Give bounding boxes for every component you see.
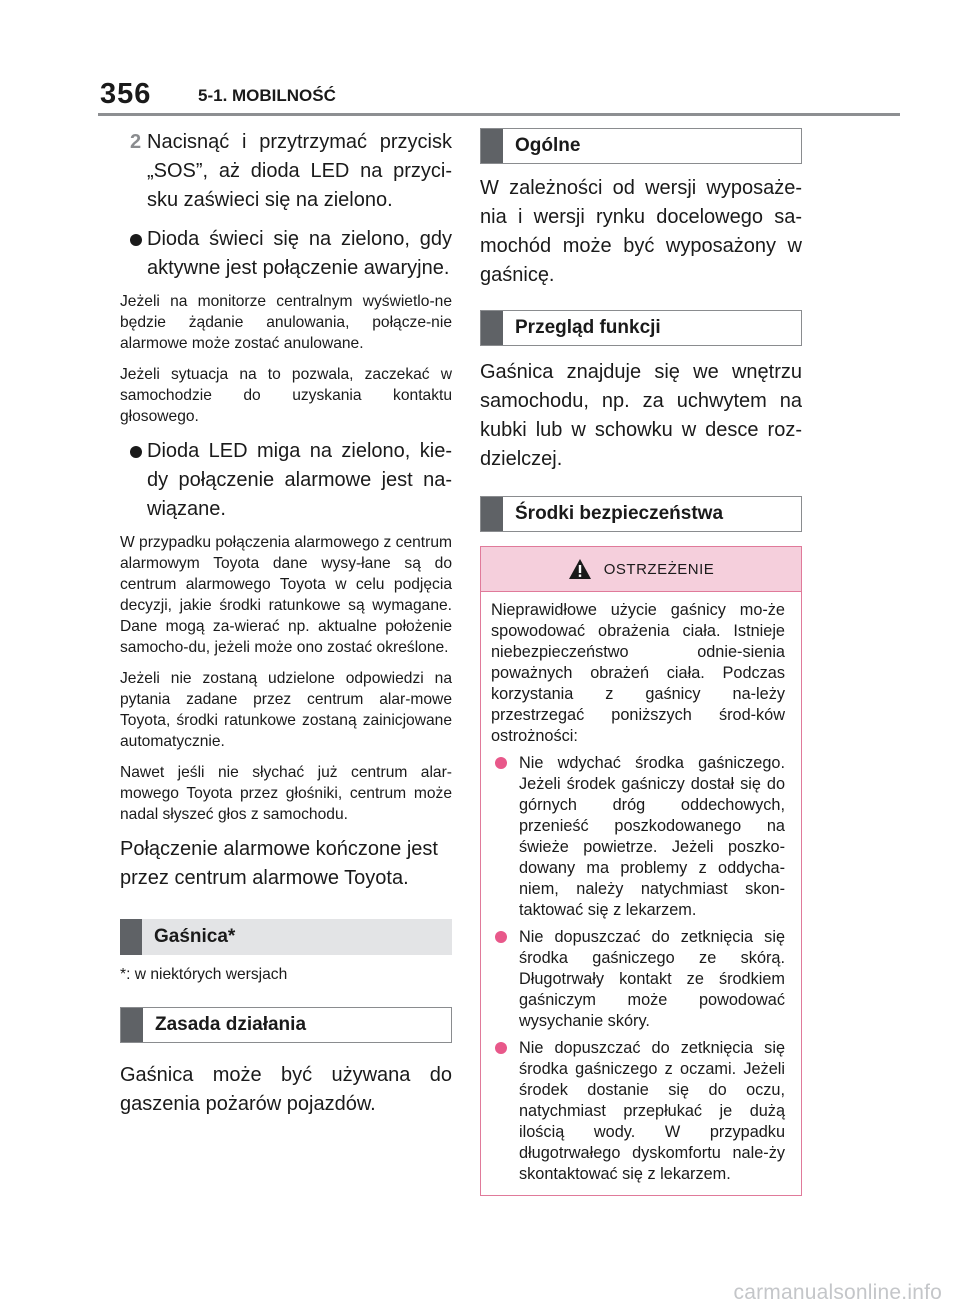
heading-label: Środki bezpieczeństwa: [515, 503, 724, 524]
bullet-icon: [495, 1042, 507, 1054]
step-2-text: Nacisnąć i przytrzymać przycisk „SOS”, aż dioda LED na przyci-sku zaświeci się na zielono.: [147, 131, 452, 211]
bullet-icon: [130, 446, 142, 458]
heading-label: Przegląd funkcji: [515, 317, 661, 338]
paragraph-general: W zależności od wersji wyposaże-nia i wersji rynku docelowego sa-mochód może być wyposażony w gaśnicę.: [480, 177, 802, 286]
footnote: *: w niektórych wersjach: [120, 966, 288, 983]
warning-header: [481, 547, 801, 592]
warning-bullet: [491, 753, 785, 921]
step-2: [120, 128, 452, 215]
paragraph-end-call: Połączenie alarmowe kończone jest przez centrum alarmowe Toyota.: [120, 838, 438, 889]
heading-gasnica: [120, 919, 452, 955]
header-rule: [98, 113, 900, 116]
heading-label: Zasada działania: [155, 1014, 307, 1035]
paragraph-location: Gaśnica znajduje się we wnętrzu samochodu, np. za uchwytem na kubki lub w schowku w desce roz-dzielczej.: [480, 361, 802, 470]
paragraph-still-hear: Nawet jeśli nie słychać już centrum alar-mowego Toyota przez głośniki, centrum może nadal słyszeć głos z samochodu.: [120, 764, 452, 823]
bullet-led-green: [120, 225, 452, 283]
watermark: carmanualsonline.info: [733, 1281, 942, 1304]
left-column: [120, 128, 452, 1119]
heading-zasada: [120, 1007, 452, 1043]
bullet-icon: [495, 757, 507, 769]
warning-triangle-icon: [568, 558, 592, 580]
warning-intro: Nieprawidłowe użycie gaśnicy mo-że spowodować obrażenia ciała. Istnieje niebezpieczeństwo odnie-sienia poważnych obrażeń ciała. Podczas korzystania z gaśnicy na-leży przestrzegać poniższych środ-ków ostrożności:: [491, 601, 785, 745]
heading-przeglad: [480, 310, 802, 346]
bullet-text: Dioda LED miga na zielono, kie-dy połączenie alarmowe jest na-wiązane.: [147, 440, 452, 520]
heading-bar: [481, 497, 503, 531]
paragraph-usage: Gaśnica może być używana do gaszenia pożarów pojazdów.: [120, 1064, 452, 1115]
warning-title: OSTRZEŻENIE: [603, 560, 715, 578]
paragraph-cancel: Jeżeli na monitorze centralnym wyświetlo-ne będzie żądanie anulowania, połącze-nie alarmowe może zostać anulowane.: [120, 293, 452, 352]
heading-label: Ogólne: [515, 135, 581, 156]
heading-bar: [121, 1008, 143, 1042]
paragraph-no-answer: Jeżeli nie zostaną udzielone odpowiedzi na pytania zadane przez centrum alar-mowe Toyota, środki ratunkowe zostaną zainicjowane automatycznie.: [120, 670, 452, 750]
warning-bullet-text: Nie dopuszczać do zetknięcia się środka gaśniczego z oczami. Jeżeli środek dostanie się do oczu, natychmiast przepłukać je dużą ilością wody. W przypadku długotrwałego dyskomfortu nale-ży skontaktować się z lekarzem.: [519, 1039, 785, 1183]
section-title: 5-1. MOBILNOŚĆ: [198, 86, 336, 105]
paragraph-wait: Jeżeli sytuacja na to pozwala, zaczekać w samochodzie do uzyskania kontaktu głosowego.: [120, 366, 452, 425]
heading-label: Gaśnica*: [154, 926, 236, 947]
step-number: 2: [130, 131, 142, 153]
warning-bullet: [491, 927, 785, 1032]
warning-box: [480, 546, 802, 1196]
bullet-icon: [130, 234, 142, 246]
paragraph-data: W przypadku połączenia alarmowego z centrum alarmowym Toyota dane wysy-łane są do centrum alarmowego Toyota w celu podjęcia decyzji, jakie środki ratunkowe są wymagane. Dane mogą za-wierać np. aktualne położenie samocho-du, jeżeli może ono zostać określone.: [120, 534, 452, 656]
page-number: 356: [100, 78, 152, 110]
bullet-icon: [495, 931, 507, 943]
warning-bullet-text: Nie dopuszczać do zetknięcia się środka gaśniczego ze skórą. Długotrwały kontakt ze środkiem gaśniczym może powodować wysychanie skóry.: [519, 928, 785, 1030]
heading-bar: [481, 129, 503, 163]
right-column: [480, 128, 802, 1196]
heading-bar: [120, 919, 142, 955]
heading-srodki: [480, 496, 802, 532]
heading-ogolne: [480, 128, 802, 164]
heading-bar: [481, 311, 503, 345]
warning-bullet-text: Nie wdychać środka gaśniczego. Jeżeli środek gaśniczy dostał się do górnych dróg oddechowych, przenieść poszkodowanego na świeże powietrze. Jeżeli poszko-dowany ma problemy z oddycha-niem, należy natychmiast skon-taktować się z lekarzem.: [519, 754, 785, 919]
bullet-led-blink: [120, 437, 452, 524]
bullet-text: Dioda świeci się na zielono, gdy aktywne jest połączenie awaryjne.: [147, 228, 452, 279]
warning-bullet: [491, 1038, 785, 1185]
warning-body: [481, 592, 801, 1195]
